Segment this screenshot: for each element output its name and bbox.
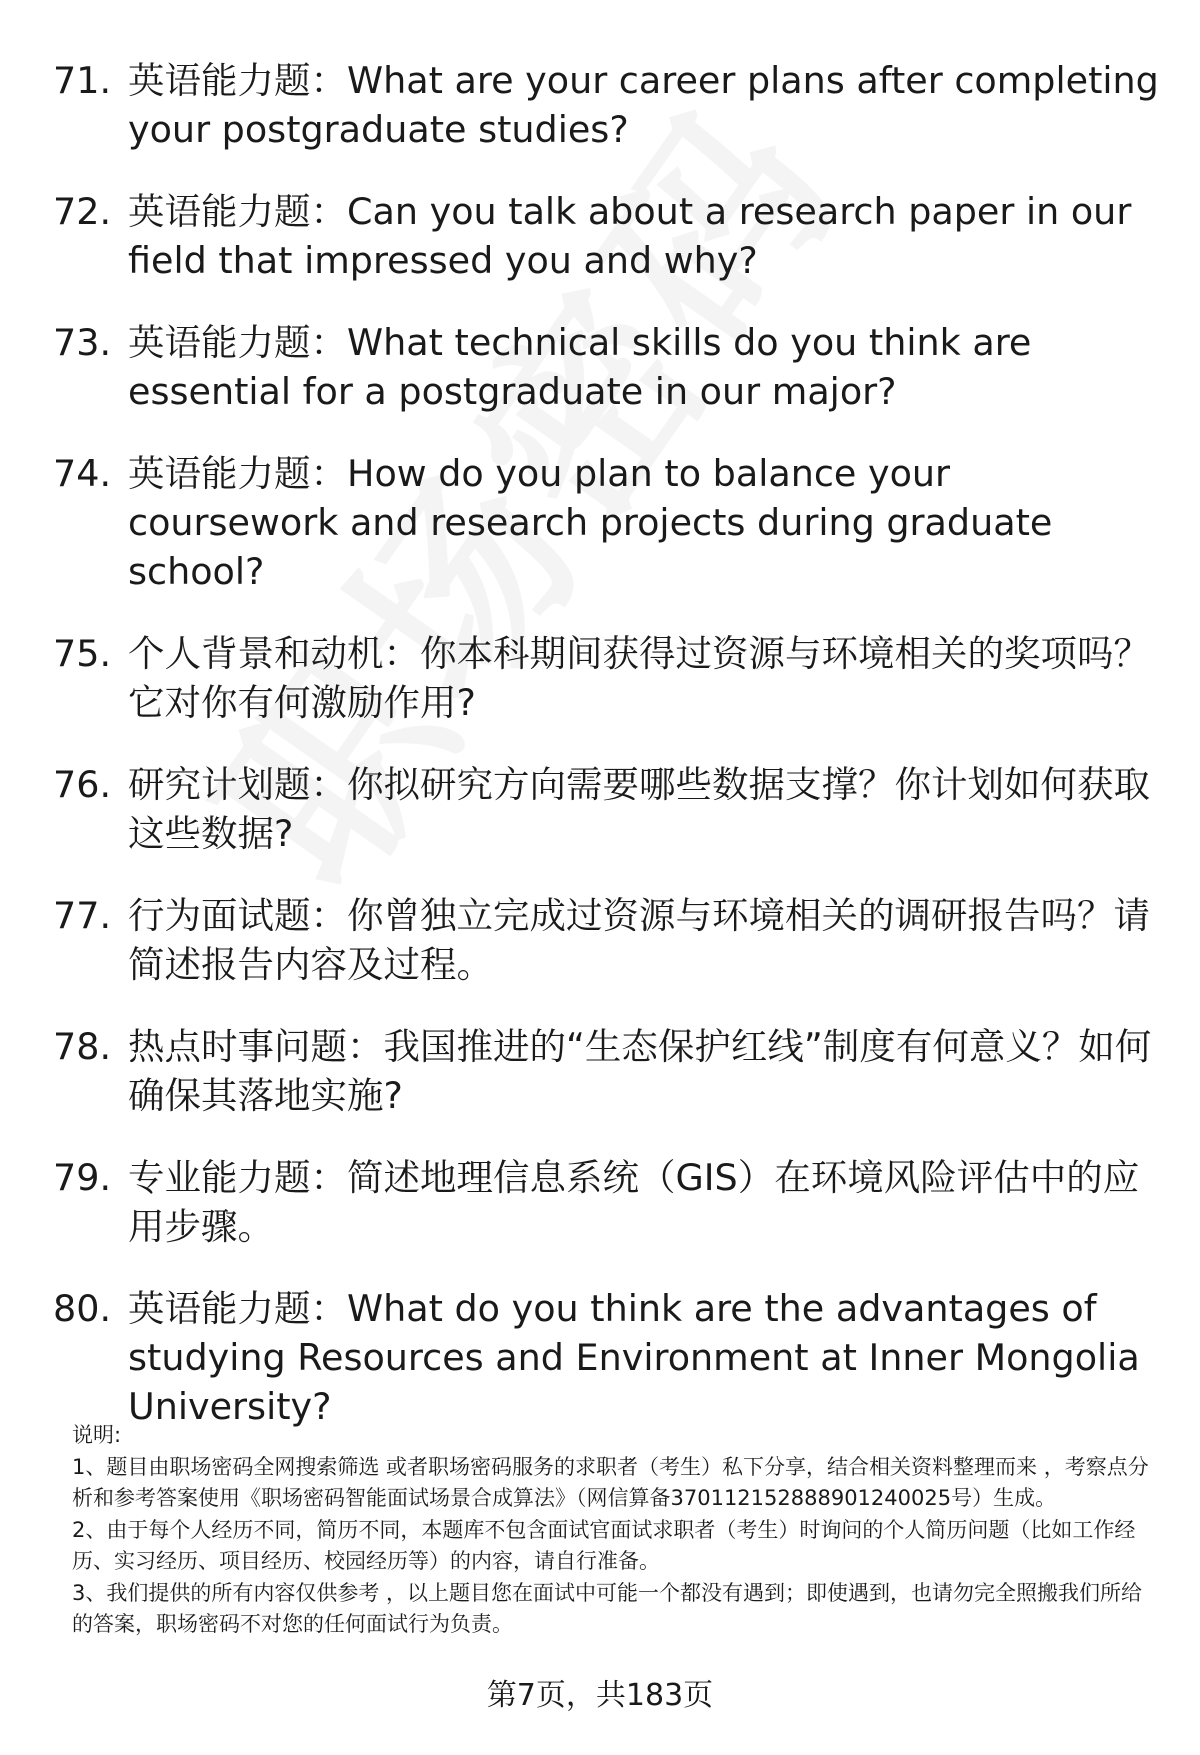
- question-list: [53, 56, 1163, 1464]
- question-item: [53, 318, 1163, 416]
- question-item: [53, 1022, 1163, 1120]
- question-text: 英语能力题：What technical skills do you think are essential for a postgraduate in our major?: [128, 321, 1032, 413]
- question-text: 英语能力题：What do you think are the advantages of studying Resources and Environment at Inner Mongolia University?: [128, 1287, 1140, 1428]
- question-text: 英语能力题：How do you plan to balance your coursework and research projects during graduate school?: [128, 452, 1053, 593]
- question-text: 热点时事问题：我国推进的“生态保护红线”制度有何意义？如何确保其落地实施?: [128, 1025, 1152, 1117]
- note-item: 1、题目由职场密码全网搜索筛选 或者职场密码服务的求职者（考生）私下分享，结合相关资料整理而来 ，考察点分析和参考答案使用《职场密码智能面试场景合成算法》（网信算备370112152888901240025号）生成。: [72, 1454, 1149, 1510]
- question-text: 英语能力题：Can you talk about a research paper in our field that impressed you and why?: [128, 190, 1132, 282]
- question-item: [53, 760, 1163, 858]
- question-number: 77.: [53, 894, 112, 937]
- question-text: 专业能力题：简述地理信息系统（GIS）在环境风险评估中的应用步骤。: [128, 1156, 1140, 1248]
- notes-section: [72, 1420, 1152, 1641]
- question-number: 74.: [53, 452, 112, 495]
- question-number: 76.: [53, 763, 112, 806]
- question-text: 研究计划题：你拟研究方向需要哪些数据支撑？你计划如何获取这些数据?: [128, 763, 1150, 855]
- question-text: 行为面试题：你曾独立完成过资源与环境相关的调研报告吗？请简述报告内容及过程。: [128, 894, 1150, 986]
- question-number: 73.: [53, 321, 112, 364]
- question-item: [53, 187, 1163, 285]
- question-item: [53, 629, 1163, 727]
- question-item: [53, 1153, 1163, 1251]
- question-item: [53, 1284, 1163, 1431]
- question-number: 71.: [53, 59, 112, 102]
- question-number: 80.: [53, 1287, 112, 1330]
- question-item: [53, 56, 1163, 154]
- question-item: [53, 449, 1163, 596]
- question-item: [53, 891, 1163, 989]
- note-item: 2、由于每个人经历不同，简历不同，本题库不包含面试官面试求职者（考生）时询问的个人简历问题（比如工作经历、实习经历、项目经历、校园经历等）的内容，请自行准备。: [72, 1517, 1136, 1573]
- note-item: 3、我们提供的所有内容仅供参考 ，以上题目您在面试中可能一个都没有遇到；即使遇到，也请勿完全照搬我们所给的答案，职场密码不对您的任何面试行为负责。: [72, 1580, 1143, 1636]
- question-number: 75.: [53, 632, 112, 675]
- question-number: 79.: [53, 1156, 112, 1199]
- question-number: 72.: [53, 190, 112, 233]
- page-number: 第7页，共183页: [486, 1678, 714, 1713]
- question-text: 个人背景和动机：你本科期间获得过资源与环境相关的奖项吗？它对你有何激励作用?: [128, 632, 1150, 724]
- notes-heading: 说明:: [72, 1423, 122, 1447]
- question-text: 英语能力题：What are your career plans after completing your postgraduate studies?: [128, 59, 1159, 151]
- question-number: 78.: [53, 1025, 112, 1068]
